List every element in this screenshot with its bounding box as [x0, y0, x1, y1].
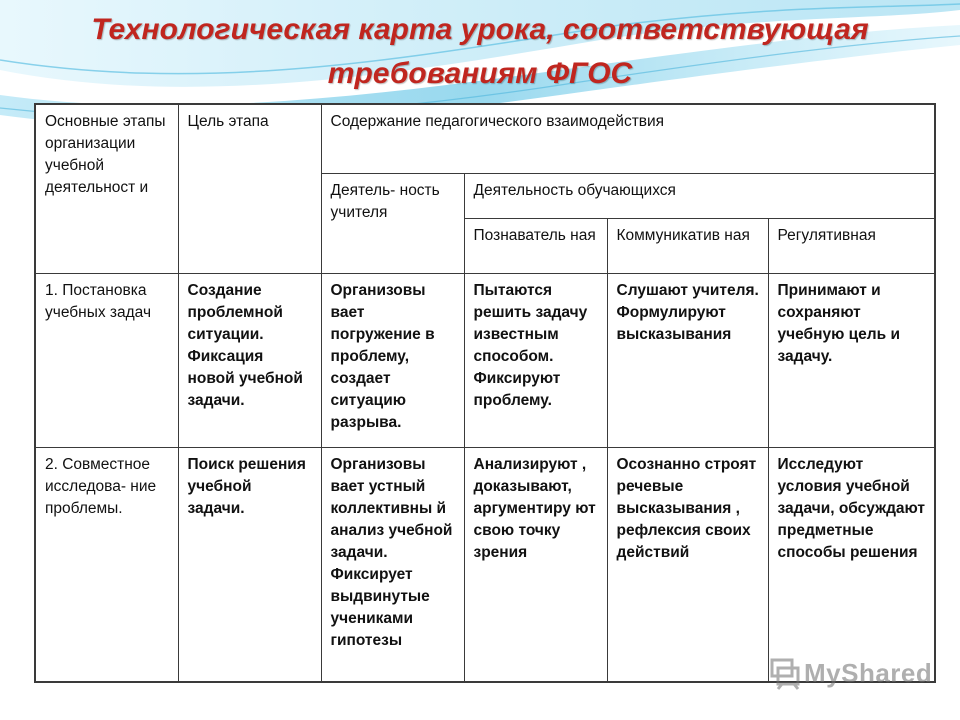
row2-cognitive: Анализируют , доказывают, аргументиру ют свою точку зрения: [464, 448, 607, 683]
row1-cognitive: Пытаются решить задачу известным способом. Фиксируют проблему.: [464, 274, 607, 448]
header-row-1: [35, 104, 935, 174]
header-teacher: Деятель- ность учителя: [321, 174, 464, 274]
row2-stage: 2. Совместное исследова- ние проблемы.: [35, 448, 178, 683]
table-row: [35, 274, 935, 448]
row1-communicative: Слушают учителя. Формулируют высказывания: [607, 274, 768, 448]
row2-goal: Поиск решения учебной задачи.: [178, 448, 321, 683]
header-stages: Основные этапы организации учебной деятельност и: [35, 104, 178, 274]
row1-stage: 1. Постановка учебных задач: [35, 274, 178, 448]
watermark-text: MyShared: [804, 657, 933, 688]
row2-communicative: Осознанно строят речевые высказывания , рефлексия своих действий: [607, 448, 768, 683]
watermark: [768, 656, 932, 690]
row2-regulative: Исследуют условия учебной задачи, обсуждают предметные способы решения: [768, 448, 935, 683]
header-students: Деятельность обучающихся: [464, 174, 935, 219]
header-cognitive: Познаватель ная: [464, 219, 607, 274]
row1-teacher: Организовы вает погружение в проблему, создает ситуацию разрыва.: [321, 274, 464, 448]
myshared-logo-icon: [768, 656, 802, 690]
row1-goal: Создание проблемной ситуации. Фиксация новой учебной задачи.: [178, 274, 321, 448]
row1-regulative: Принимают и сохраняют учебную цель и задачу.: [768, 274, 935, 448]
technological-map-table: [34, 103, 936, 683]
header-regulative: Регулятивная: [768, 219, 935, 274]
title-line-1: Технологическая карта урока, соответствующая: [91, 13, 869, 46]
header-communicative: Коммуникатив ная: [607, 219, 768, 274]
page-title: [0, 8, 960, 96]
header-content: Содержание педагогического взаимодействия: [321, 104, 935, 174]
header-goal: Цель этапа: [178, 104, 321, 274]
table-row: [35, 448, 935, 683]
row2-teacher: Организовы вает устный коллективны й анализ учебной задачи. Фиксирует выдвинутые учениками гипотезы: [321, 448, 464, 683]
title-line-2: требованиям ФГОС: [327, 57, 633, 90]
